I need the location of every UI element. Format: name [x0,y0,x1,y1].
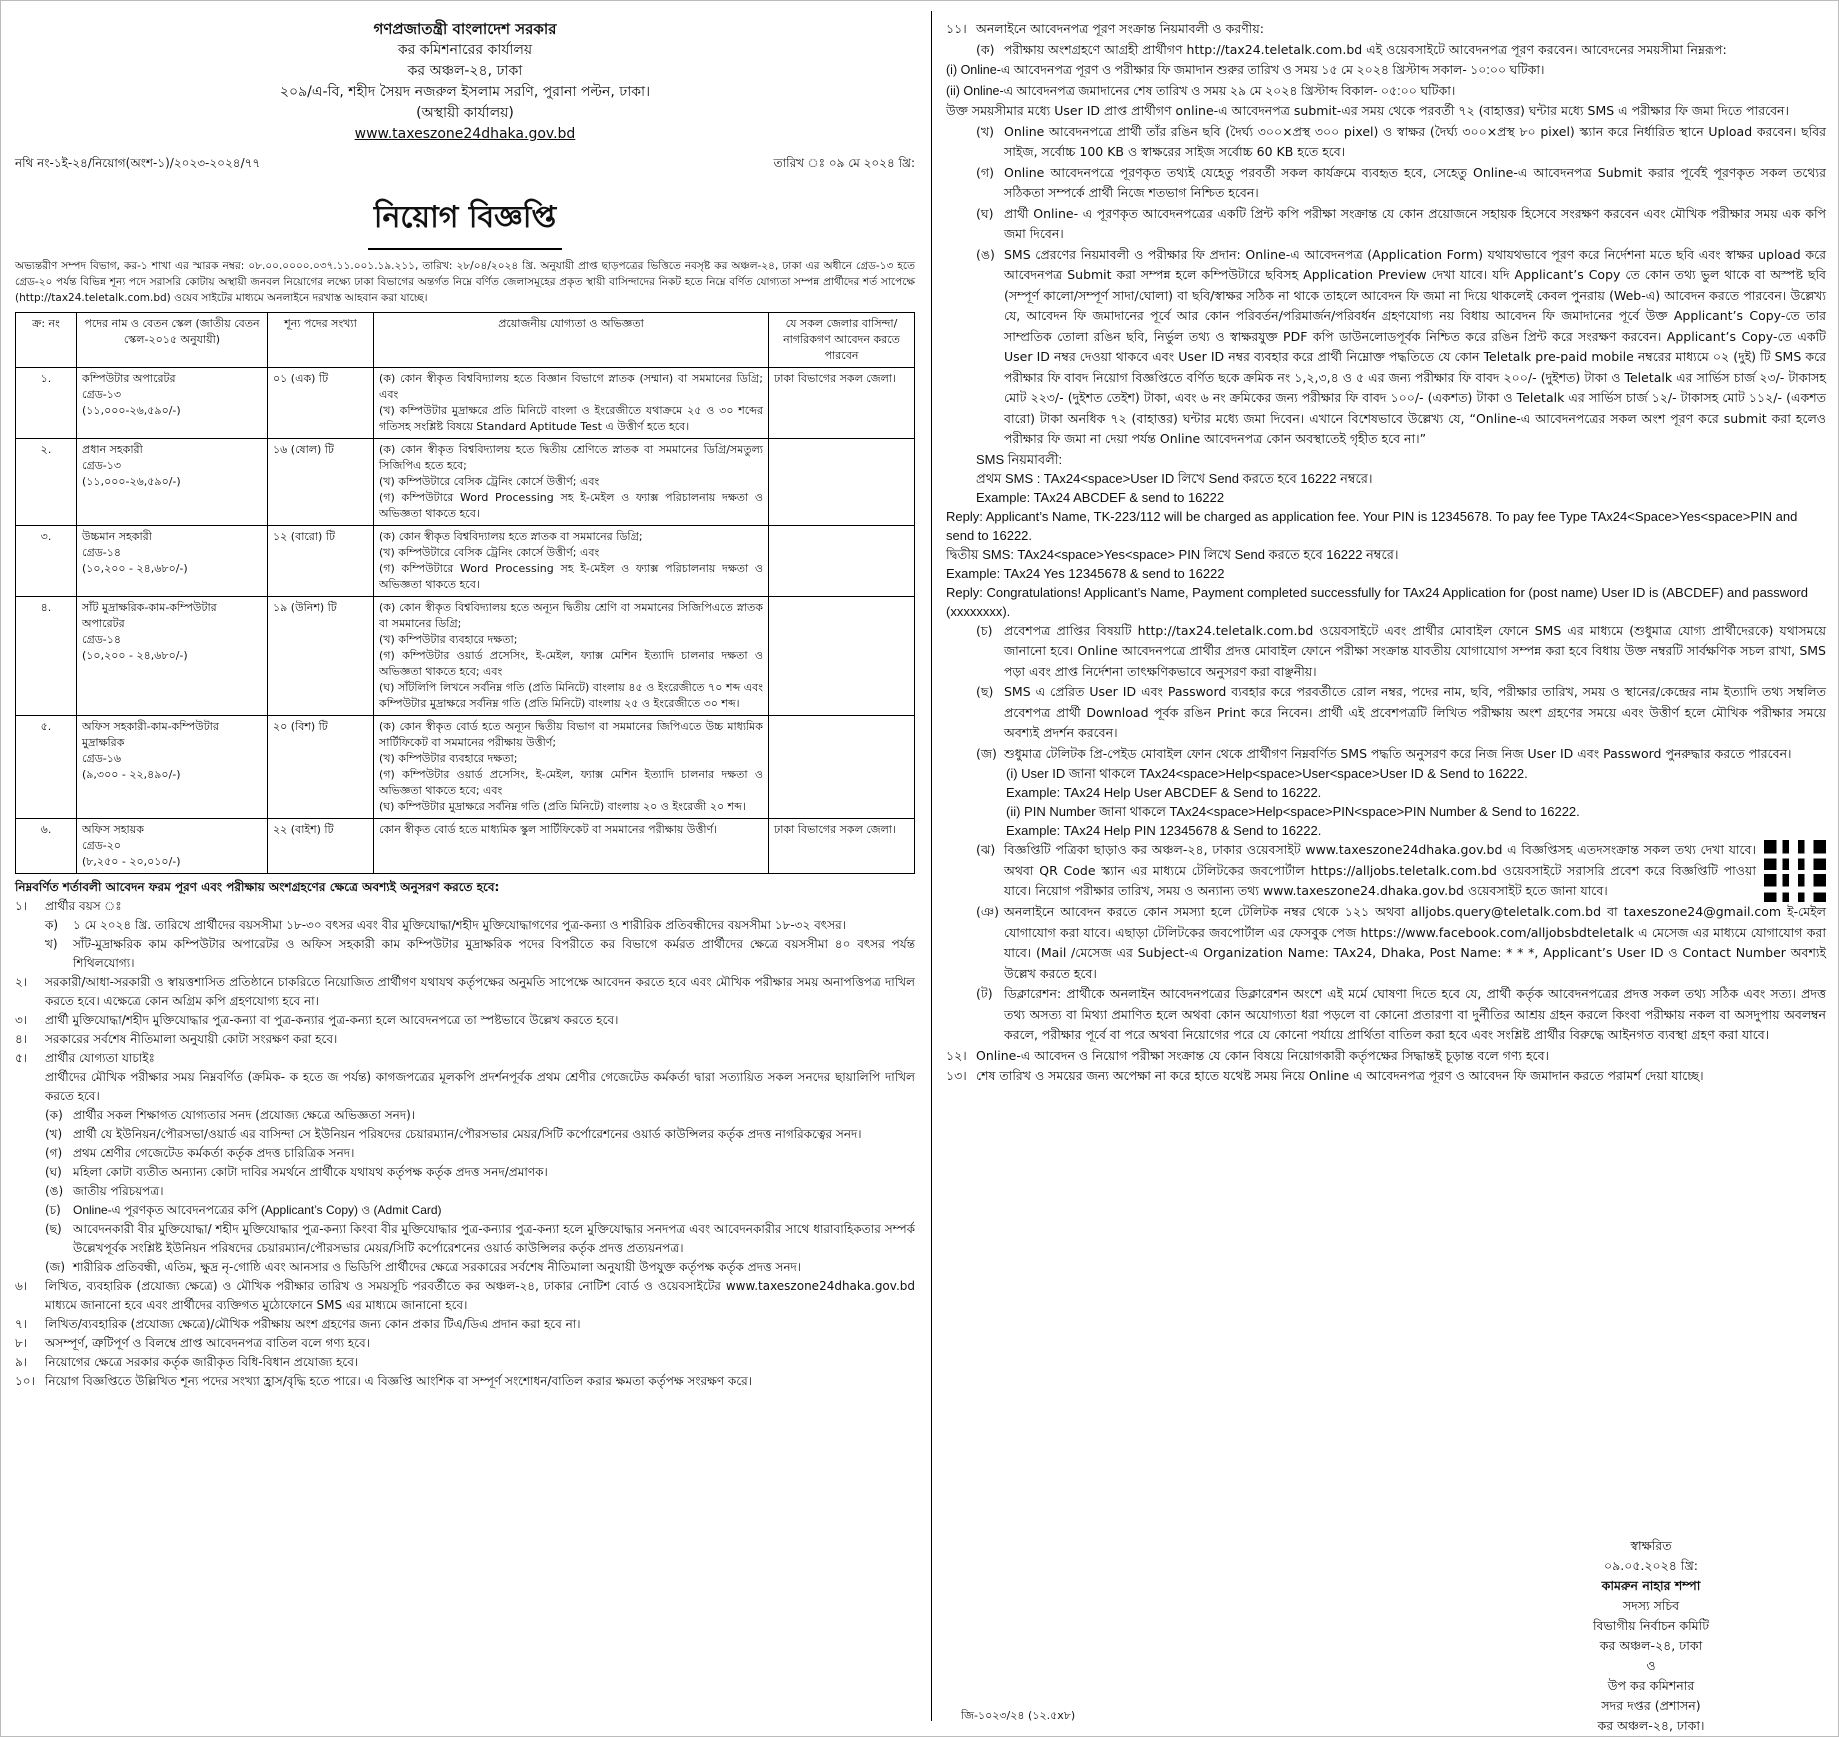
qualification-line: কোন স্বীকৃত বোর্ড হতে মাধ্যমিক স্কুল সার্টিফিকেট বা সমমানের পরীক্ষায় উত্তীর্ণ। [379,823,718,836]
header-serial: ক্র: নং [16,313,77,368]
post-line: (১০,২০০ - ২৪,৬৮০/-) [82,562,188,575]
rule-ja: (জ) শুধুমাত্র টেলিটক প্রি-পেইড মোবাইল ফোন থেকে প্রার্থীগণ নিম্নবর্ণিত SMS পদ্ধতি অনুসরণ করে নিজ নিজ User ID এবং Password পুনরুদ্ধার করতে পারবেন। [976,745,1792,761]
table-row [16,526,915,597]
qualification-line: (গ) কম্পিউটার ওয়ার্ড প্রসেসিং, ই-মেইল, ফ্যাক্স মেশিন ইত্যাদি চালনার দক্ষতা ও অভিজ্ঞতা থাকতে হবে; এবং [379,649,763,678]
rule-12: ১২। Online-এ আবেদন ও নিয়োগ পরীক্ষা সংক্রান্ত যে কোন বিষয়ে নিয়োগকারী কর্তৃপক্ষের সিদ্ধান্তই চূড়ান্ত বলে গণ্য হবে। [946,1047,1550,1063]
condition-10: ১০। নিয়োগ বিজ্ঞপ্তিতে উল্লিখিত শূন্য পদের সংখ্যা হ্রাস/বৃদ্ধি হতে পারে। এ বিজ্ঞপ্তি আংশিক বা সম্পূর্ণ সংশোধন/বাতিল করার ক্ষমতা কর্তৃপক্ষ সংরক্ষণ করে। [15,1374,753,1388]
post-cell [77,526,268,597]
rule-ka-note: উক্ত সময়সীমার মধ্যে User ID প্রাপ্ত প্রার্থীগণ online-এ আবেদনপত্র submit-এর সময় থেকে পরবর্তী ৭২ (বাহাত্তর) ঘন্টার মধ্যে SMS এ পরীক্ষার ফি জমা দিতে পারবেন। [946,103,1789,118]
condition-8: ৮। অসম্পূর্ণ, ত্রুটিপূর্ণ ও বিলম্বে প্রাপ্ত আবেদনপত্র বাতিল বলে গণ্য হবে। [15,1336,371,1350]
signatory-role-2: বিভাগীয় নির্বাচন কমিটি [1592,1618,1710,1633]
count-cell: ১৯ (উনিশ) টি [268,597,374,716]
condition-5-gha: (ঘ) মহিলা কোটা ব্যতীত অন্যান্য কোটা দাবির সমর্থনে প্রার্থীকে যথাযথ কর্তৃপক্ষ কর্তৃক প্রদত্ত সনদ/প্রমাণক। [45,1165,548,1179]
post-line: গ্রেড-১৬ [82,752,122,765]
reference-line [15,155,915,175]
post-line: গ্রেড-২০ [82,839,122,852]
post-line: কম্পিউটার অপারেটর [82,372,176,385]
rule-ta: (ট) ডিক্লারেশন: প্রার্থীকে অনলাইন আবেদনপত্রের ডিক্লারেশন অংশে এই মর্মে ঘোষণা দিতে হবে যে, প্রার্থী কর্তৃক আবেদনপত্রের প্রদত্ত সকল তথ্য সঠিক এবং সত্য। প্রদত্ত তথ্য অসত্য বা মিথ্যা প্রমাণিত হলে অথবা কোন অযোগ্যতা ধরা পড়লে বা কোনো প্রতারণা বা দুর্নীতির আশ্রয় গ্রহন করলে কিংবা পরীক্ষায় নকল বা অসদুপায় অবলম্বন করলে, পরীক্ষার পূর্বে বা পরে অথবা নিয়োগের পরে যে কোনো পর্যায়ে প্রার্থিতা বাতিল করা হবে এবং সংশ্লিষ্ট প্রার্থীর বিরুদ্ধে আইনগত ব্যবস্থা গ্রহণ করা যাবে। [976,986,1826,1042]
post-line: গ্রেড-১৪ [82,633,122,646]
condition-4: ৪। সরকারের সর্বশেষ নীতিমালা অনুযায়ী কোটা সংরক্ষণ করা হবে। [15,1032,338,1046]
rule-gha: (ঘ) প্রার্থী Online- এ পূরণকৃত আবেদনপত্রের একটি প্রিন্ট কপি পরীক্ষা সংক্রান্ত যে কোন প্রয়োজনে সহায়ক হিসেবে সংরক্ষণ করবেন এবং মৌখিক পরীক্ষার সময় এক কপি জমা দিবেন। [976,205,1827,241]
condition-7: ৭। লিখিত/ব্যবহারিক (প্রযোজ্য ক্ষেত্রে)/মৌখিক পরীক্ষায় অংশ গ্রহণের জন্য কোন প্রকার টিএ/ডিএ প্রদান করা হবে না। [15,1317,581,1331]
condition-5-ka: (ক) প্রার্থীর সকল শিক্ষাগত যোগ্যতার সনদ (প্রযোজ্য ক্ষেত্রে অভিজ্ঞতা সনদ)। [45,1108,416,1122]
condition-5-kha: (খ) প্রার্থী যে ইউনিয়ন/পৌরসভা/ওয়ার্ড এর বাসিন্দা সে ইউনিয়ন পরিষদের চেয়ারম্যান/পৌরসভার মেয়র/সিটি কর্পোরেশনের ওয়ার্ড কাউন্সিলর কর্তৃক প্রদত্ত নাগরিকত্বের সনদ। [45,1127,862,1141]
signatory-role-6: কর অঞ্চল-২৪, ঢাকা। [1597,1718,1705,1733]
count-cell: ১২ (বারো) টি [268,526,374,597]
signatory-role-1: সদস্য সচিব [1622,1598,1680,1613]
rule-ga: (গ) Online আবেদনপত্রে পূরণকৃত তথ্যই যেহেতু পরবর্তী সকল কার্যক্রমে ব্যবহৃত হবে, সেহেতু Online-এ আবেদনপত্র Submit করার পূর্বেই পূরণকৃত সকল তথ্যের সঠিকতা সম্পর্কে প্রার্থী নিজে শতভাগ নিশ্চিত হবেন। [976,164,1826,200]
qualification-cell [374,368,769,439]
district-cell [769,716,915,819]
serial-cell: ২. [16,439,77,526]
rule-nya: (ঞ) অনলাইনে আবেদন করতে কোন সমস্যা হলে টেলিটক নম্বর থেকে ১২১ অথবা alljobs.query@teletalk.com.bd বা taxeszone24@gmail.com ই-মেইল যোগাযোগ করা যাবে। এছাড়া টেলিটকের জবপোর্টাল এর ফেসবুক পেজ https://www.facebook.com/alljobsbdteletalk এ মেসেজ এর মাধ্যমে যোগাযোগ করা যাবে। (Mail /মেসেজ এর Subject-এ Organization Name: TAx24, Dhaka, Post Name: * * *, Applicant’s User ID ও Contact Number অবশ্যই উল্লেখ করতে হবে। [976,904,1826,981]
condition-3: ৩। প্রার্থী মুক্তিযোদ্ধা/শহীদ মুক্তিযোদ্ধার পুত্র-কন্যা বা পুত্র-কন্যার পুত্র-কন্যা হলে আবেদনপত্রে তা স্পষ্টভাবে উল্লেখ করতে হবে। [15,1013,619,1027]
post-line: গ্রেড-১৪ [82,546,122,559]
qualification-line: (খ) কম্পিউটার ব্যবহারে দক্ষতা; [379,752,518,765]
post-line: (১১,০০০-২৬,৫৯০/-) [82,475,181,488]
serial-cell: ১. [16,368,77,439]
header-district: যে সকল জেলার বাসিন্দা/ নাগরিকগণ আবেদন করতে পারবেন [769,313,915,368]
district-cell: ঢাকা বিভাগের সকল জেলা। [769,368,915,439]
signature-block [1501,1536,1801,1736]
serial-cell: ৩. [16,526,77,597]
post-cell [77,368,268,439]
post-cell [77,716,268,819]
condition-5: ৫। প্রার্থীর যোগ্যতা যাচাইঃ [15,1051,155,1065]
post-line: অফিস সহকারী-কাম-কম্পিউটার মুদ্রাক্ষরিক [82,720,219,749]
notice-date: তারিখ ঃ ০৯ মে ২০২৪ খ্রি: [773,156,915,170]
posts-table [15,312,915,874]
qualification-cell [374,526,769,597]
rule-ka-end: (ii) Online-এ আবেদনপত্র জমাদানের শেষ তারিখ ও সময় ২৯ মে ২০২৪ খ্রিস্টাব্দ বিকাল- ০৫:০০ ঘটিকা। [946,83,1456,98]
signatory-role-5: সদর দপ্তর (প্রশাসন) [1601,1698,1701,1713]
post-line: (১০,২০০ - ২৪,৬৮০/-) [82,649,188,662]
qualification-line: (গ) কম্পিউটারে Word Processing সহ ই-মেইল ও ফ্যাক্স পরিচালনায় দক্ষতা ও অভিজ্ঞতা থাকতে হবে। [379,562,763,591]
qualification-line: (খ) কম্পিউটারে বেসিক ট্রেনিং কোর্সে উত্তীর্ণ; এবং [379,475,600,488]
online-rules-heading: ১১। অনলাইনে আবেদনপত্র পূরণ সংক্রান্ত নিয়মাবলী ও করণীয়: [946,21,1264,36]
table-row [16,597,915,716]
signatory-name: কামরুন নাহার শম্পা [1601,1578,1701,1593]
condition-5-ga: (গ) প্রথম শ্রেণীর গেজেটেড কর্মকর্তা কর্তৃক প্রদত্ত চারিত্রিক সনদ। [45,1146,355,1160]
qualification-cell [374,716,769,819]
district-cell: ঢাকা বিভাগের সকল জেলা। [769,819,915,874]
signatory-role-3: কর অঞ্চল-২৪, ঢাকা [1599,1638,1703,1653]
temporary-office: (অস্থায়ী কার্যালয়) [416,105,514,121]
count-cell: ১৬ (ষোল) টি [268,439,374,526]
reference-number: নথি নং-১ই-২৪/নিয়োগ(অংশ-১)/২০২৩-২০২৪/৭৭ [15,156,261,170]
qualification-cell [374,819,769,874]
qualification-line: (খ) কম্পিউটার মুদ্রাক্ষরে প্রতি মিনিটে বাংলা ও ইংরেজীতে যথাক্রমে ২৫ ও ৩০ শব্দের গতিসহ সংশ্লিষ্ট বিষয়ে Standard Aptitude Test এ উত্তীর্ণ হতে হবে। [379,404,763,433]
rule-jha: (ঝ) বিজ্ঞপ্তিটি পত্রিকা ছাড়াও কর অঞ্চল-২৪, ঢাকার ওয়েবসাইট www.taxeszone24dhaka.gov.bd এ বিজ্ঞপ্তিসহ এতদসংক্রান্ত সকল তথ্য দেখা যাবে। অথবা QR Code স্ক্যান এর মাধ্যমে টেলিটকের জবপোর্টাল https://alljobs.teletalk.com.bd ওয়েবসাইটে সরাসরি প্রবেশ করে বিজ্ঞপ্তিটি পাওয়া যাবে। নিয়োগ পরীক্ষার তারিখ, সময় ও অন্যান্য তথ্য www.taxeszone24.dhaka.gov.bd ওয়েবসাইট হতে জানা যাবে। [976,840,1826,902]
post-line: সাঁট মুদ্রাক্ষরিক-কাম-কম্পিউটার অপারেটর [82,601,217,630]
post-line: (৮,২৫০ - ২০,০১০/-) [82,855,181,868]
district-cell [769,439,915,526]
conditions-heading: নিম্নবর্ণিত শর্তাবলী আবেদন ফরম পূরণ এবং পরীক্ষায় অংশগ্রহণের ক্ষেত্রে অবশ্যই অনুসরণ করতে হবে: [15,880,500,894]
qualification-cell [374,597,769,716]
qualification-cell [374,439,769,526]
post-line: (১১,০০০-২৬,৫৯০/-) [82,404,181,417]
qualification-line: (ক) কোন স্বীকৃত বিশ্ববিদ্যালয় হতে অন্যূন দ্বিতীয় শ্রেণি বা সমমানের সিজিপিএতে স্নাতক বা সমমানের ডিগ্রি; [379,601,763,630]
recovery-pin-example: Example: TAx24 Help PIN 12345678 & Send to 16222. [1006,823,1322,838]
serial-cell: ৬. [16,819,77,874]
conditions-section [15,878,915,1391]
rule-cha: (চ) প্রবেশপত্র প্রাপ্তির বিষয়টি http://tax24.teletalk.com.bd ওয়েবসাইটে এবং প্রার্থীর মোবাইল ফোনে SMS এর মাধ্যমে (শুধুমাত্র যোগ্য প্রার্থীদেরকে) যথাসময়ে জানানো হবে। Online আবেদনপত্রে প্রার্থীর প্রদত্ত মোবাইল ফোনে পরীক্ষা সংক্রান্ত যাবতীয় যোগাযোগ সম্পন্ন করা হবে বিধায় উক্ত নম্বরটি সার্বক্ষণিক সচল রাখা, SMS পড়া এবং প্রাপ্ত নির্দেশনা তাৎক্ষণিকভাবে অনুসরণ করা বাঞ্ছনীয়। [976,622,1826,679]
notice-title: নিয়োগ বিজ্ঞপ্তি [15,193,915,250]
print-code: জি-১০২৩/২৪ (১২.৫x৮) [961,1709,1076,1722]
rule-uma: (ঙ) SMS প্রেরণের নিয়মাবলী ও পরীক্ষার ফি প্রদান: Online-এ আবেদনপত্র (Application Form) যথাযথভাবে পূরণ করে নির্দেশনা মতে ছবি এবং স্বাক্ষর upload করে আবেদনপত্র Submit করা সম্পন্ন হলে কম্পিউটারে ছবিসহ Application Preview দেখা যাবে। যদি Applicant’s Copy তে কোন তথ্য ভুল থাকে বা অস্পষ্ট ছবি (সম্পূর্ণ কালো/সম্পূর্ণ সাদা/ঘোলা) বা ছবি/স্বাক্ষর সঠিক না থাকে তাহলে আবেদন ফি জমা না দিয়ে থাকলেই কেবল পুনরায় (Web-এ) আবেদন করতে পারবেন। উল্লেখ্য যে, আবেদন ফি জমাদানের পূর্বে আর কোন পরিবর্তন/পরিমার্জন/পরিবর্ধন গ্রহণযোগ্য নয় বিধায় আবেদন ফি জমাদানের পূর্বে উক্ত Applicant’s Copy-তে তার সাম্প্রতিক তোলা রঙিন ছবি, নির্ভুল তথ্য ও স্বাক্ষরযুক্ত PDF কপি ডাউনলোডপূর্বক নিশ্চিত করে রঙিন প্রিন্ট করে সংরক্ষণ করবেন। Applicant’s Copy-তে একটি User ID নম্বর দেওয়া থাকবে এবং User ID নম্বর ব্যবহার করে প্রার্থী নিম্নোক্ত পদ্ধতিতে যে কোন Teletalk pre-paid mobile নম্বরের মাধ্যমে ০২ (দুই) টি SMS করে পরীক্ষার ফি বাবদ নিয়োগ বিজ্ঞপ্তিতে বর্ণিত ছকে ক্রমিক নং ১,২,৩,৪ ও ৫ এর জন্য পরীক্ষার ফি বাবদ ২০০/- (দুইশত) টাকা ও Teletalk এর সার্ভিস চার্জ ২৩/- টাকাসহ মোট ২২৩/- (দুইশত তেইশ) টাকা, এবং ৬ নং ক্রমিকের জন্য পরীক্ষার ফি বাবদ ১০০/- (একশত) টাকা ও Teletalk এর সার্ভিস চার্জ ১২/- টাকাসহ মোট ১১২/- (একশত বারো) টাকা অনধিক ৭২ (বাহাত্তর) ঘন্টার মধ্যে জমা দিবেন। এখানে বিশেষভাবে উল্লেখ্য যে, “Online-এ আবেদনপত্রের সকল অংশ পূরণ করে submit করা হলেও পরীক্ষার ফি জমা না দেয়া পর্যন্ত Online আবেদনপত্র কোন অবস্থাতেই গৃহীত হবে না।” [976,246,1827,446]
condition-5-uma: (ঙ) জাতীয় পরিচয়পত্র। [45,1184,164,1198]
table-row [16,716,915,819]
rule-kha: (খ) Online আবেদনপত্রে প্রার্থী তাঁর রঙিন ছবি (দৈর্ঘ্য ৩০০×প্রস্থ ৩০০ pixel) ও স্বাক্ষর (দৈর্ঘ্য ৩০০×প্রস্থ ৮০ pixel) স্ক্যান করে নির্ধারিত স্থানে Upload করবেন। ছবির সাইজ, সর্বোচ্চ 100 KB ও স্বাক্ষরের সাইজ সর্বোচ্চ 60 KB হতে হবে। [976,123,1826,159]
recovery-pin: (ii) PIN Number জানা থাকলে TAx24<space>Help<space>PIN<space>PIN Number & Send to 16222. [1006,804,1580,819]
qualification-line: (ক) কোন স্বীকৃত বিশ্ববিদ্যালয় হতে স্নাতক বা সমমানের ডিগ্রি; [379,530,643,543]
zone-name: কর অঞ্চল-২৪, ঢাকা [407,63,523,79]
table-row [16,819,915,874]
sms-heading: SMS নিয়মাবলী: [976,451,1063,467]
office-address: ২০৯/এ-বি, শহীদ সৈয়দ নজরুল ইসলাম সরণি, পুরানা পল্টন, ঢাকা। [279,84,651,100]
recovery-sms [1006,764,1826,840]
header-qualification: প্রয়োজনীয় যোগ্যতা ও অভিজ্ঞতা [374,313,769,368]
district-cell [769,526,915,597]
recovery-user-id: (i) User ID জানা থাকলে TAx24<space>Help<space>User<space>User ID & Send to 16222. [1006,766,1528,781]
post-cell [77,597,268,716]
table-header-row [16,313,915,368]
count-cell: ২২ (বাইশ) টি [268,819,374,874]
condition-5-intro: প্রার্থীদের মৌখিক পরীক্ষার সময় নিম্নবর্ণিত (ক্রমিক- ক হতে জ পর্যন্ত) কাগজপত্রের মূলকপি প্রদর্শনপূর্বক প্রথম শ্রেণীর গেজেটেড কর্মকর্তা দ্বারা সত্যায়িত সকল সনদের ছায়ালিপি দাখিল করতে হবে। [45,1070,915,1103]
condition-2: ২। সরকারী/আধা-সরকারী ও স্বায়ত্তশাসিত প্রতিষ্ঠানে চাকরিতে নিয়োজিত প্রার্থীগণ যথাযথ কর্তৃপক্ষের অনুমতি সাপেক্ষে আবেদন করতে হবে এবং মৌখিক পরীক্ষার সময় অনাপত্তিপত্র দাখিল করতে হবে। এক্ষেত্রে কোন অগ্রিম কপি গ্রহণযোগ্য হবে না। [15,975,915,1008]
condition-age-b: খ) সাঁট-মুদ্রাক্ষরিক কাম কম্পিউটার অপারেটর ও অফিস সহকারী কাম কম্পিউটার মুদ্রাক্ষরিক পদের বিপরীতে কর বিভাগে কর্মরত প্রার্থীদের ক্ষেত্রে বয়সসীমা ৪০ বৎসর পর্যন্ত শিথিলযোগ্য। [45,937,915,970]
header-count: শূন্য পদের সংখ্যা [268,313,374,368]
serial-cell: ৪. [16,597,77,716]
posts-table-body [16,368,915,874]
signed-label: স্বাক্ষরিত [1630,1538,1672,1553]
sms-first: প্রথম SMS : TAx24<space>User ID লিখে Send করতে হবে 16222 নম্বরে। [976,470,1373,486]
qualification-line: (ক) কোন স্বীকৃত বিশ্ববিদ্যালয় হতে দ্বিতীয় শ্রেণিতে স্নাতক বা সমমানের ডিগ্রি/সমতুল্য সিজিপিএ হতে হবে; [379,443,763,472]
right-column [946,19,1826,1087]
count-cell: ০১ (এক) টি [268,368,374,439]
condition-5-cha: (চ) Online-এ পূরণকৃত আবেদনপত্রের কপি (Applicant’s Copy) ও (Admit Card) [45,1203,442,1217]
sms-second: দ্বিতীয় SMS: TAx24<space>Yes<space> PIN লিখে Send করতে হবে 16222 নম্বরে। [946,546,1399,562]
qualification-line: (ঘ) কম্পিউটার মুদ্রাক্ষরে সর্বনিম্ন গতি (প্রতি মিনিটে) বাংলায় ২০ ও ইংরেজী ২০ শব্দ। [379,800,746,813]
condition-5-chha: (ছ) আবেদনকারী বীর মুক্তিযোদ্ধা/ শহীদ মুক্তিযোদ্ধার পুত্র-কন্যা কিংবা বীর মুক্তিযোদ্ধার পুত্র-কন্যার পুত্র-কন্যা হলে মুক্তিযোদ্ধার সনদপত্র এবং আবেদনকারীর সাথে ধারাবাহিকতার সম্পর্ক উল্লেখপূর্বক সংশ্লিষ্ট ইউনিয়ন পরিষদের চেয়ারম্যান/পৌরসভার মেয়র/সিটি কর্পোরেশনের ওয়ার্ড কাউন্সিলর কর্তৃক প্রদত্ত প্রত্যয়নপত্র। [45,1222,915,1255]
office-header [15,19,915,145]
government-name: গণপ্রজাতন্ত্রী বাংলাদেশ সরকার [373,20,557,38]
rule-13: ১৩। শেষ তারিখ ও সময়ের জন্য অপেক্ষা না করে হাতে যথেষ্ট সময় নিয়ে Online এ আবেদনপত্র পূরণ ও আবেদন ফি জমাদান করতে পরামর্শ দেয়া যাচ্ছে। [946,1068,1704,1083]
post-cell [77,439,268,526]
qualification-line: (ক) কোন স্বীকৃত বিশ্ববিদ্যালয় হতে বিজ্ঞান বিভাগে স্নাতক (সম্মান) বা সমমানের ডিগ্রি; এবং [379,372,763,401]
intro-paragraph: অভ্যন্তরীণ সম্পদ বিভাগ, কর-১ শাখা এর স্মারক নম্বর: ০৮.০০.০০০০.০৩৭.১১.০০১.১৯.২১১, তারিখ: ২৮/০৪/২০২৪ খ্রি. অনুযায়ী প্রাপ্ত ছাড়পত্রের ভিত্তিতে নবসৃষ্ট কর অঞ্চল-২৪, ঢাকা এর অধীনে গ্রেড-১৩ হতে গ্রেড-২০ পর্যন্ত বিভিন্ন শূন্য পদে সরাসরি কোটায় অস্থায়ী জনবল নিয়োগের লক্ষ্যে ঢাকা বিভাগের অন্তর্গত নিম্নে বর্ণিত জেলাসমূহের প্রকৃত স্থায়ী বাসিন্দাদের নিকট হতে নিম্নে বর্ণিত যোগ্যতা সম্পন্ন প্রার্থীদের শর্ত সাপেক্ষে (http://tax24.teletalk.com.bd) ওয়েব সাইটের মাধ্যমে অনলাইনে দরখাস্ত আহবান করা যাচ্ছে। [15,260,915,304]
table-row [16,439,915,526]
header-post: পদের নাম ও বেতন স্কেল (জাতীয় বেতন স্কেল-২০১৫ অনুযায়ী) [77,313,268,368]
post-line: গ্রেড-১৩ [82,459,122,472]
post-cell [77,819,268,874]
sms-second-reply: Reply: Congratulations! Applicant’s Name, Payment completed successfully for TAx24 Application for (post name) User ID is (ABCDEF) and password (xxxxxxxx). [946,584,1808,619]
rule-ka: (ক) পরীক্ষায় অংশগ্রহণে আগ্রহী প্রার্থীগণ http://tax24.teletalk.com.bd এই ওয়েবসাইটে আবেদনপত্র পূরণ করবেন। আবেদনের সময়সীমা নিম্নরূপ: [976,41,1727,57]
recovery-user-id-example: Example: TAx24 Help User ABCDEF & Send to 16222. [1006,785,1322,800]
qualification-line: (গ) কম্পিউটার ওয়ার্ড প্রসেসিং, ই-মেইল, ফ্যাক্স মেশিন ইত্যাদি চালনার দক্ষতা ও অভিজ্ঞতা থাকতে হবে; এবং [379,768,763,797]
qualification-line: (খ) কম্পিউটারে বেসিক ট্রেনিং কোর্সে উত্তীর্ণ; এবং [379,546,600,559]
condition-9: ৯। নিয়োগের ক্ষেত্রে সরকার কর্তৃক জারীকৃত বিধি-বিধান প্রযোজ্য হবে। [15,1355,359,1369]
sms-first-example: Example: TAx24 ABCDEF & send to 16222 [976,489,1225,505]
qualification-line: (ক) কোন স্বীকৃত বোর্ড হতে অন্যূন দ্বিতীয় বিভাগ বা সমমানের জিপিএতে উচ্চ মাধ্যমিক সার্টিফিকেট বা সমমানের পরীক্ষায় উত্তীর্ণ; [379,720,763,749]
post-line: উচ্চমান সহকারী [82,530,152,543]
serial-cell: ৫. [16,716,77,819]
district-cell [769,597,915,716]
office-name: কর কমিশনারের কার্যালয় [397,42,533,58]
condition-5-ja: (জ) শারীরিক প্রতিবন্ধী, এতিম, ক্ষুদ্র নৃ-গোষ্ঠি এবং আনসার ও ভিডিপি প্রার্থীদের ক্ষেত্রে সরকারের সর্বশেষ নীতিমালা অনুযায়ী উপযুক্ত কর্তৃপক্ষ কর্তৃক প্রদত্ত সনদ। [45,1260,802,1274]
sms-first-reply: Reply: Applicant’s Name, TK-223/112 will be charged as application fee. Your PIN is 12345678. To pay fee Type TAx24<Space>Yes<space>PIN and send to 16222. [946,508,1798,543]
qualification-line: (ঘ) সাঁটলিপি লিখনে সর্বনিম্ন গতি (প্রতি মিনিটে) বাংলায় ৪৫ ও ইংরেজীতে ৭০ শব্দ এবং কম্পিউটার মুদ্রাক্ষরে সর্বনিম্ন গতি (প্রতি মিনিটে) বাংলায় ২৫ ও ইংরেজীতে ৩০ শব্দ। [379,681,763,710]
rule-ka-start: (i) Online-এ আবেদনপত্র পূরণ ও পরীক্ষার ফি জমাদান শুরুর তারিখ ও সময় ১৫ মে ২০২৪ খ্রিস্টাব্দ সকাল- ১০:০০ ঘটিকা। [946,63,1545,77]
post-line: অফিস সহায়ক [82,823,144,836]
sms-second-example: Example: TAx24 Yes 12345678 & send to 16222 [946,565,1225,581]
qr-code-icon[interactable] [1764,840,1826,902]
sms-rules [946,450,1826,621]
condition-age-a: ক) ১ মে ২০২৪ খ্রি. তারিখে প্রার্থীদের বয়সসীমা ১৮-৩০ বৎসর এবং বীর মুক্তিযোদ্ধা/শহীদ মুক্তিযোদ্ধাগণের পুত্র-কন্যা ও শারীরিক প্রতিবন্ধীদের বয়সসীমা ১৮-৩২ বৎসর। [45,918,846,932]
qualification-line: (খ) কম্পিউটার ব্যবহারে দক্ষতা; [379,633,518,646]
signatory-role-4: উপ কর কমিশনার [1607,1678,1695,1693]
column-divider [931,11,932,1721]
website-link[interactable]: www.taxeszone24dhaka.gov.bd [354,126,576,142]
signature-date: ০৯.০৫.২০২৪ খ্রি: [1604,1558,1698,1573]
condition-age: ১। প্রার্থীর বয়স ঃ [15,899,122,913]
table-row [16,368,915,439]
post-line: গ্রেড-১৩ [82,388,122,401]
post-line: প্রধান সহকারী [82,443,143,456]
signatory-and: ও [1646,1658,1656,1673]
left-column [15,19,915,1391]
rule-chha: (ছ) SMS এ প্রেরিত User ID এবং Password ব্যবহার করে পরবর্তীতে রোল নম্বর, পদের নাম, ছবি, পরীক্ষার তারিখ, সময় ও স্থানের/কেন্দ্রের নাম ইত্যাদি তথ্য সম্বলিত প্রবেশপত্র প্রার্থী Download পূর্বক রঙিন Print করে নিবেন। প্রার্থী এই প্রবেশপত্রটি লিখিত পরীক্ষায় অংশ গ্রহণের সময়ে এবং উত্তীর্ণ হলে মৌখিক পরীক্ষার সময়ে অবশ্যই প্রদর্শন করবেন। [976,684,1826,740]
qualification-line: (গ) কম্পিউটারে Word Processing সহ ই-মেইল ও ফ্যাক্স পরিচালনায় দক্ষতা ও অভিজ্ঞতা থাকতে হবে। [379,491,763,520]
count-cell: ২০ (বিশ) টি [268,716,374,819]
post-line: (৯,৩০০ - ২২,৪৯০/-) [82,768,181,781]
condition-6: ৬। লিখিত, ব্যবহারিক (প্রযোজ্য ক্ষেত্রে) ও মৌখিক পরীক্ষার তারিখ ও সময়সূচি পরবর্তীতে কর অঞ্চল-২৪, ঢাকার নোটিশ বোর্ড ও ওয়েবসাইটের www.taxeszone24dhaka.gov.bd মাধ্যমে জানানো হবে এবং প্রার্থীদের ব্যক্তিগত মুঠোফোনে SMS এর মাধ্যমে জানানো হবে। [15,1279,915,1312]
